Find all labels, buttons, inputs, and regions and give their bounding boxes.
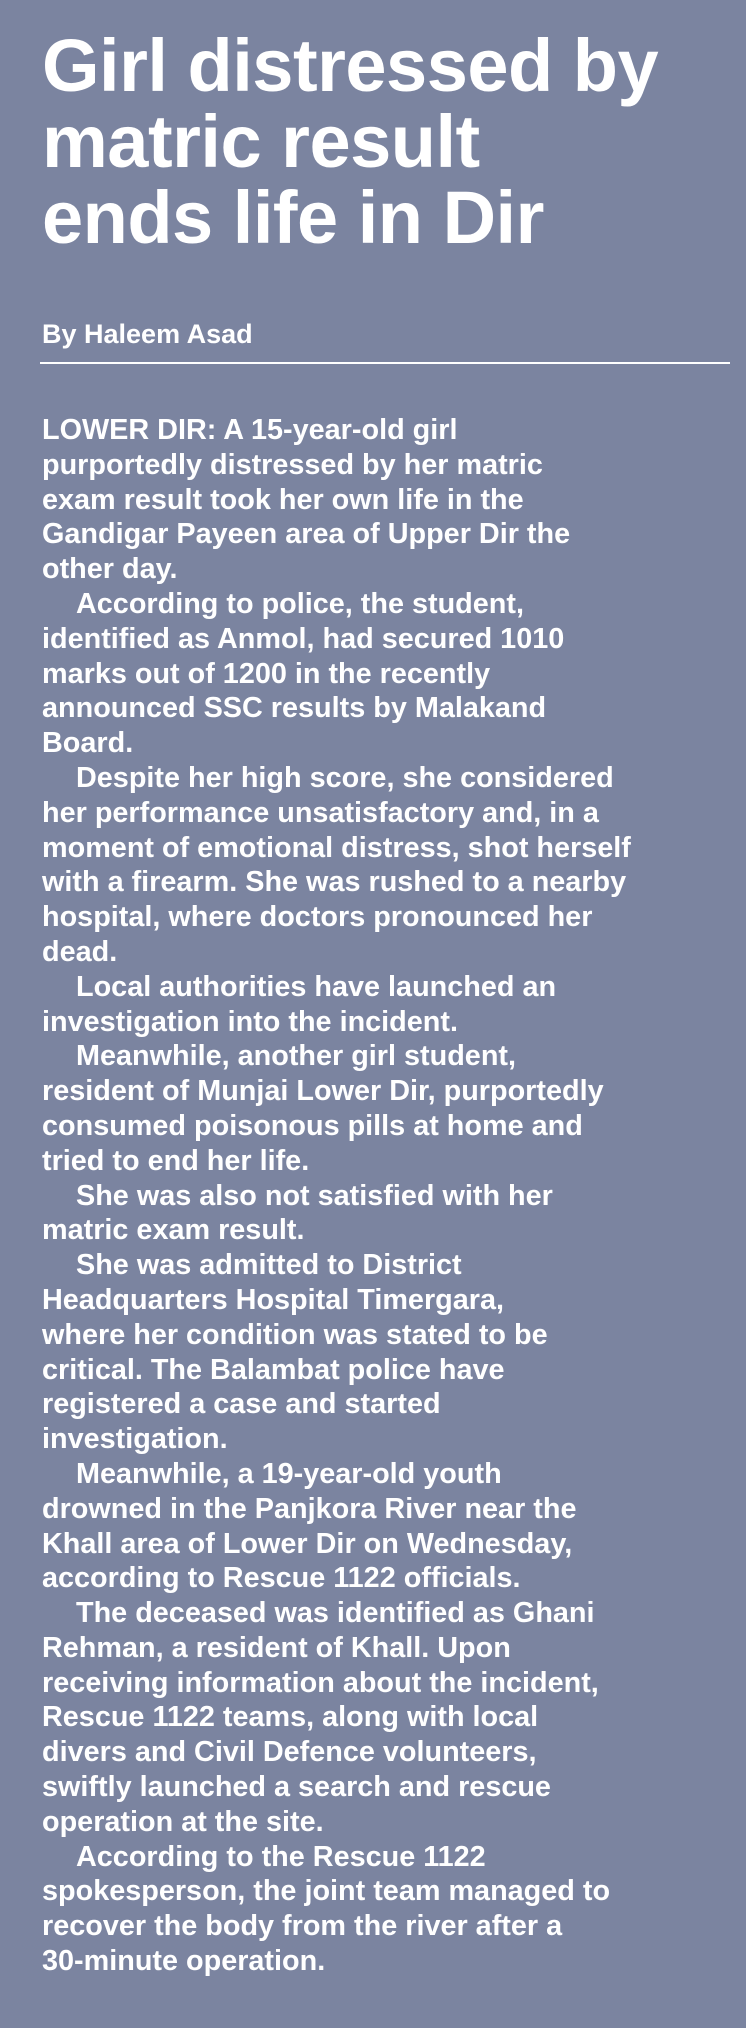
byline-divider: [40, 362, 730, 364]
paragraph-line: spokesperson, the joint team managed to: [42, 1875, 611, 1908]
paragraph-line: critical. The Balambat police have: [42, 1353, 505, 1386]
paragraph-line: tried to end her life.: [42, 1144, 310, 1177]
paragraph-line: exam result took her own life in the: [42, 483, 524, 516]
headline-line: Girl distressed by: [42, 24, 659, 107]
paragraph-line: moment of emotional distress, shot herself: [42, 831, 631, 864]
article-paragraph: [42, 1179, 742, 1249]
paragraph-line: other day.: [42, 553, 178, 586]
paragraph-line: investigation.: [42, 1423, 228, 1456]
paragraph-line: purportedly distressed by her matric: [42, 448, 543, 481]
paragraph-line: According to the Rescue 1122: [76, 1840, 486, 1873]
paragraph-line: matric exam result.: [42, 1214, 305, 1247]
paragraph-line: marks out of 1200 in the recently: [42, 657, 491, 690]
paragraph-line: Gandigar Payeen area of Upper Dir the: [42, 518, 571, 551]
article-paragraph: [42, 1039, 742, 1178]
paragraph-line: hospital, where doctors pronounced her: [42, 901, 593, 934]
paragraph-line: divers and Civil Defence volunteers,: [42, 1736, 537, 1769]
paragraph-line: drowned in the Panjkora River near the: [42, 1492, 577, 1525]
paragraph-line: Rescue 1122 teams, along with local: [42, 1701, 539, 1734]
article-paragraph: [42, 413, 742, 587]
paragraph-line: Khall area of Lower Dir on Wednesday,: [42, 1527, 573, 1560]
paragraph-line: According to police, the student,: [76, 587, 524, 620]
article-paragraph: [42, 1840, 742, 1979]
paragraph-line: Headquarters Hospital Timergara,: [42, 1283, 504, 1316]
paragraph-line: Despite her high score, she considered: [76, 761, 614, 794]
paragraph-line: investigation into the incident.: [42, 1005, 458, 1038]
paragraph-line: identified as Anmol, had secured 1010: [42, 622, 565, 655]
paragraph-line: The deceased was identified as Ghani: [76, 1597, 595, 1630]
paragraph-line: dead.: [42, 935, 118, 968]
paragraph-line: announced SSC results by Malakand: [42, 692, 547, 725]
paragraph-line: resident of Munjai Lower Dir, purportedly: [42, 1075, 604, 1108]
paragraph-line: operation at the site.: [42, 1805, 324, 1838]
paragraph-line: LOWER DIR: A 15-year-old girl: [42, 414, 458, 446]
article-paragraph: [42, 587, 742, 761]
article-paragraph: [42, 970, 742, 1040]
headline: [42, 24, 732, 259]
paragraph-line: her performance unsatisfactory and, in a: [42, 796, 599, 829]
paragraph-line: recover the body from the river after a: [42, 1910, 563, 1943]
paragraph-line: Board.: [42, 727, 134, 760]
article-paragraph: [42, 1596, 742, 1840]
paragraph-line: receiving information about the incident,: [42, 1666, 599, 1699]
byline: By Haleem Asad: [42, 319, 253, 349]
paragraph-line: Rehman, a resident of Khall. Upon: [42, 1631, 511, 1664]
article-paragraph: [42, 1248, 742, 1457]
article-body: [42, 413, 742, 1979]
paragraph-line: Meanwhile, another girl student,: [76, 1040, 516, 1073]
article-paragraph: [42, 1457, 742, 1596]
paragraph-line: She was admitted to District: [76, 1249, 462, 1282]
paragraph-line: where her condition was stated to be: [42, 1318, 548, 1351]
paragraph-line: Meanwhile, a 19-year-old youth: [76, 1457, 502, 1490]
paragraph-line: registered a case and started: [42, 1388, 441, 1421]
paragraph-line: 30-minute operation.: [42, 1945, 326, 1978]
paragraph-line: consumed poisonous pills at home and: [42, 1109, 583, 1142]
paragraph-line: with a firearm. She was rushed to a nearby: [42, 866, 627, 899]
paragraph-line: according to Rescue 1122 officials.: [42, 1562, 521, 1595]
paragraph-line: She was also not satisfied with her: [76, 1179, 553, 1212]
paragraph-line: swiftly launched a search and rescue: [42, 1771, 551, 1804]
article-paragraph: [42, 761, 742, 970]
headline-line: ends life in Dir: [42, 176, 544, 259]
paragraph-line: Local authorities have launched an: [76, 970, 557, 1003]
headline-line: matric result: [42, 100, 480, 183]
